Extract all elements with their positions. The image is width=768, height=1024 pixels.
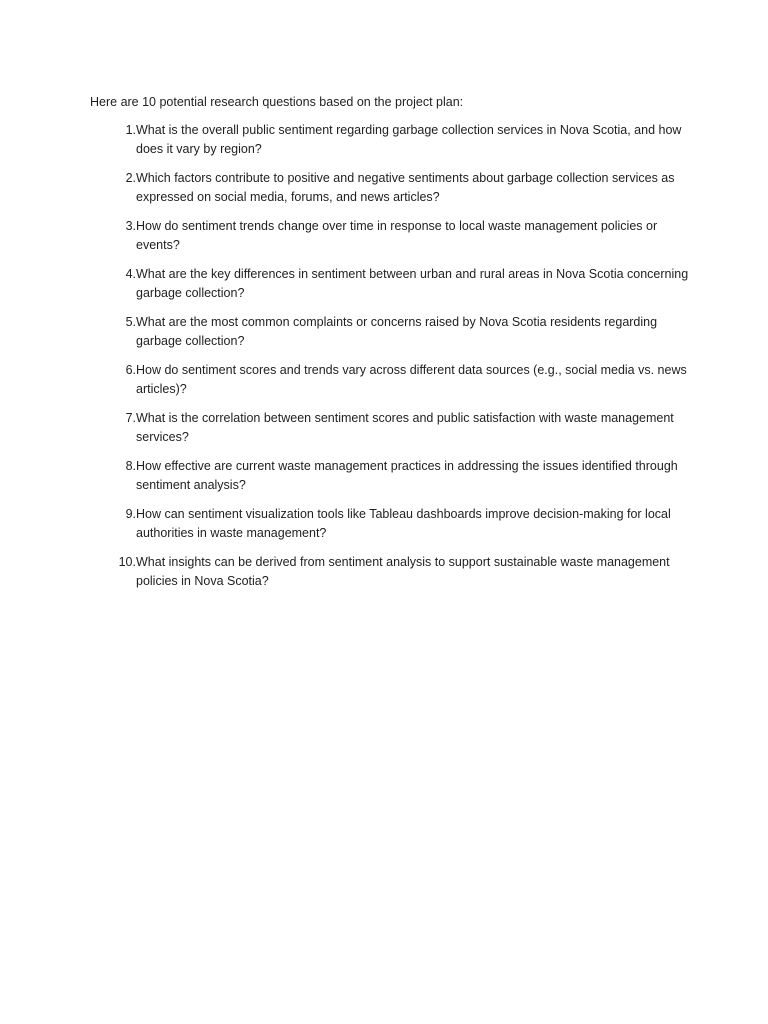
list-item <box>90 265 690 303</box>
list-item-number: 6. <box>125 363 136 377</box>
list-item-text: What are the most common complaints or concerns raised by Nova Scotia residents regarding garbage collection? <box>136 315 658 348</box>
list-item-text: What is the overall public sentiment regarding garbage collection services in Nova Scotia, and how does it vary by region? <box>136 123 682 156</box>
document-body <box>90 93 690 601</box>
list-item-number: 10. <box>118 555 136 569</box>
list-item <box>90 553 690 591</box>
list-item-text: How effective are current waste management practices in addressing the issues identified through sentiment analysis? <box>136 459 678 492</box>
list-item <box>90 457 690 495</box>
list-item-text: How do sentiment trends change over time in response to local waste management policies or events? <box>136 219 658 252</box>
list-item-text: Which factors contribute to positive and negative sentiments about garbage collection services as expressed on social media, forums, and news articles? <box>136 171 675 204</box>
list-item-text: How can sentiment visualization tools like Tableau dashboards improve decision-making for local authorities in waste management? <box>136 507 671 540</box>
list-item-number: 4. <box>125 267 136 281</box>
list-item-number: 9. <box>125 507 136 521</box>
list-item <box>90 169 690 207</box>
research-questions-list <box>90 121 690 591</box>
list-item-number: 8. <box>125 459 136 473</box>
list-item-number: 5. <box>125 315 136 329</box>
list-item-text: What insights can be derived from sentiment analysis to support sustainable waste management policies in Nova Scotia? <box>136 555 670 588</box>
list-item-number: 1. <box>125 123 136 137</box>
list-item-number: 2. <box>125 171 136 185</box>
list-item-text: What are the key differences in sentiment between urban and rural areas in Nova Scotia concerning garbage collection? <box>136 267 689 300</box>
list-item <box>90 313 690 351</box>
list-item <box>90 409 690 447</box>
list-item-number: 3. <box>125 219 136 233</box>
list-item <box>90 217 690 255</box>
list-item <box>90 505 690 543</box>
list-item-text: What is the correlation between sentiment scores and public satisfaction with waste management services? <box>136 411 674 444</box>
list-item <box>90 361 690 399</box>
list-item <box>90 121 690 159</box>
intro-paragraph: Here are 10 potential research questions based on the project plan: <box>90 95 464 109</box>
list-item-text: How do sentiment scores and trends vary across different data sources (e.g., social media vs. news articles)? <box>136 363 687 396</box>
list-item-number: 7. <box>125 411 136 425</box>
